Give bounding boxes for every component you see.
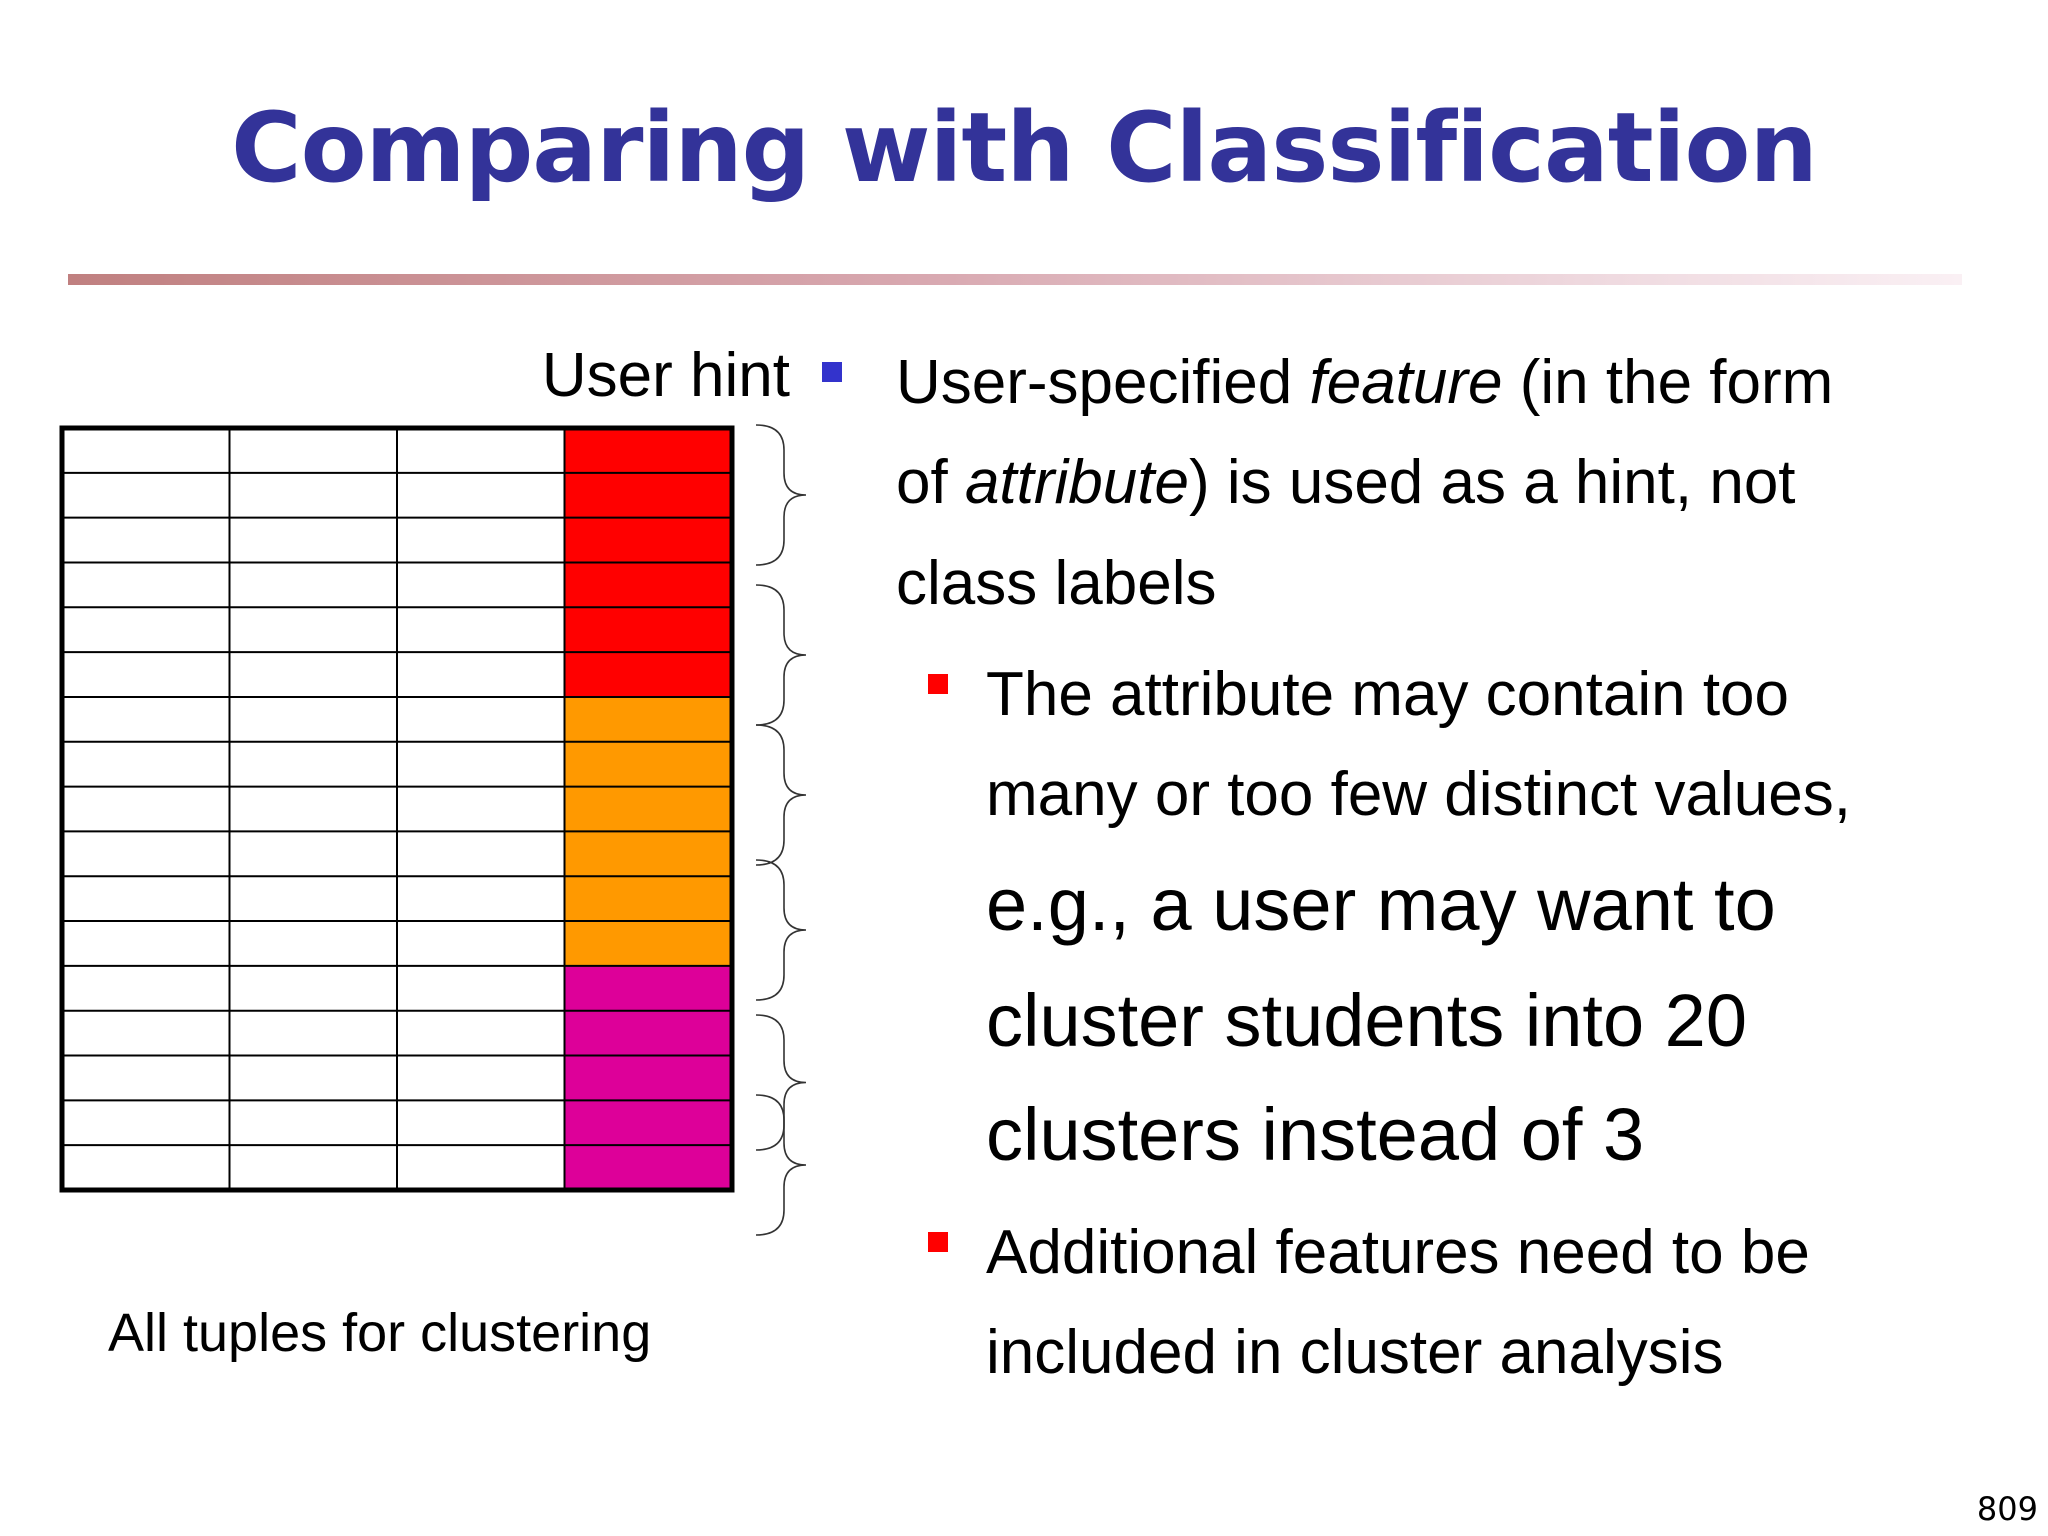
hint-cell-group-2 [565, 831, 733, 876]
slide-number: 809 [1976, 1490, 2038, 1528]
group-brace [756, 1015, 806, 1150]
hint-cell-group-2 [565, 876, 733, 921]
user-hint-label: User hint [541, 341, 790, 410]
emphasis-text: feature [1309, 348, 1503, 417]
bullet-line [896, 448, 1796, 517]
group-brace [756, 860, 806, 1000]
hint-cell-group-3 [565, 1056, 733, 1101]
sub-bullet-example-line: cluster students into 20 [986, 979, 1747, 1062]
hint-cell-group-1 [565, 562, 733, 607]
bullet-marker [822, 362, 842, 382]
sub-bullet-line: The attribute may contain too [986, 660, 1790, 729]
hint-cell-group-3 [565, 1145, 733, 1190]
sub-bullet-marker [928, 674, 948, 694]
group-brace [756, 1095, 806, 1235]
bullet-text: class labels [896, 549, 1217, 618]
sub-bullet-line: Additional features need to be [986, 1218, 1810, 1287]
bullet-text: User-specified [896, 348, 1310, 417]
table-caption: All tuples for clustering [108, 1303, 652, 1363]
hint-cell-group-1 [565, 428, 733, 473]
bullet-text: of [896, 448, 965, 517]
sub-bullet-example-line: clusters instead of 3 [986, 1093, 1645, 1176]
group-brace [756, 725, 806, 865]
slide-title: Comparing with Classification [231, 92, 1817, 204]
hint-cell-group-2 [565, 921, 733, 966]
bullet-line [896, 549, 1217, 618]
group-brace [756, 425, 806, 565]
hint-cell-group-3 [565, 1011, 733, 1056]
sub-bullet-example-line: e.g., a user may want to [986, 863, 1776, 946]
hint-cell-group-3 [565, 966, 733, 1011]
sub-bullet-line: many or too few distinct values, [986, 760, 1851, 829]
hint-cell-group-2 [565, 742, 733, 787]
bullet-text: (in the form [1502, 348, 1834, 417]
sub-bullet-marker [928, 1232, 948, 1252]
bullet-text: ) is used as a hint, not [1188, 448, 1796, 517]
hint-cell-group-3 [565, 1100, 733, 1145]
bullet-line [896, 348, 1834, 417]
hint-cell-group-1 [565, 473, 733, 518]
hint-cell-group-2 [565, 697, 733, 742]
sub-bullet-line: included in cluster analysis [986, 1318, 1724, 1387]
hint-cell-group-2 [565, 787, 733, 832]
hint-cell-group-1 [565, 607, 733, 652]
emphasis-text: attribute [964, 448, 1189, 517]
hint-cell-group-1 [565, 518, 733, 563]
group-brace [756, 585, 806, 725]
hint-cell-group-1 [565, 652, 733, 697]
